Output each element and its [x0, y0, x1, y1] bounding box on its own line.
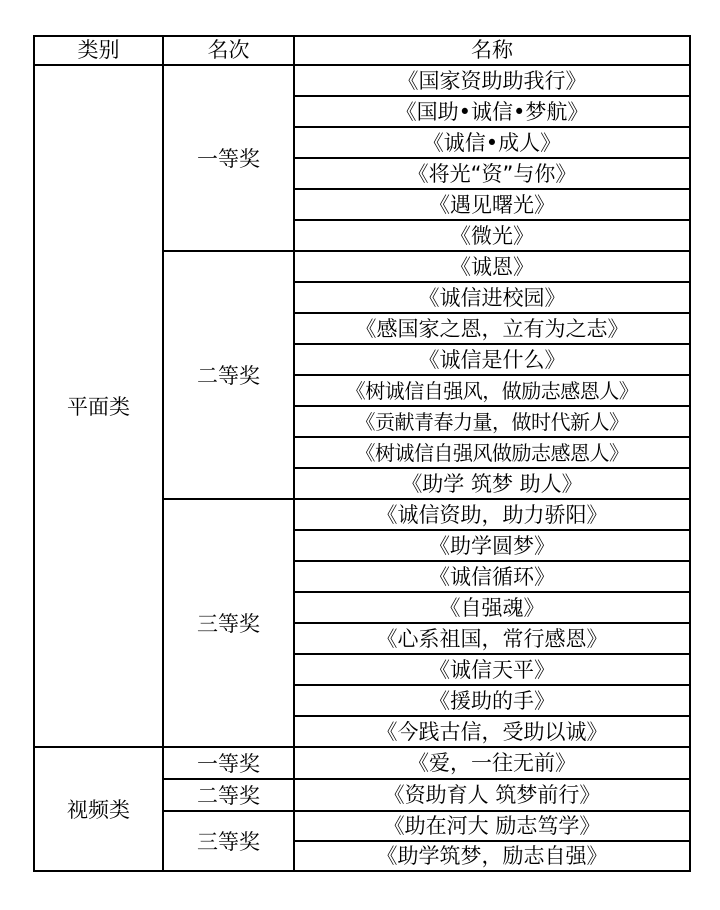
header-rank: 名次: [163, 36, 294, 65]
entry-title: 《今践古信，受助以诚》: [294, 716, 690, 747]
category-graphic: 平面类: [34, 65, 163, 747]
entry-title: 《树诚信自强风做励志感恩人》: [294, 437, 690, 468]
entry-title: 《自强魂》: [294, 592, 690, 623]
entry-title: 《遇见曙光》: [294, 189, 690, 220]
entry-title: 《诚信进校园》: [294, 282, 690, 313]
entry-title: 《感国家之恩，立有为之志》: [294, 313, 690, 344]
award-table: [33, 35, 691, 872]
rank-graphic-second: 二等奖: [163, 251, 294, 499]
rank-video-third: 三等奖: [163, 811, 294, 871]
table-row: [34, 65, 690, 96]
entry-title: 《诚信循环》: [294, 561, 690, 592]
entry-title: 《国助•诚信•梦航》: [294, 96, 690, 127]
entry-title: 《助在河大 励志笃学》: [294, 811, 690, 841]
entry-title: 《诚信是什么》: [294, 344, 690, 375]
entry-title: 《将光“资”与你》: [294, 158, 690, 189]
entry-title: 《爱，一往无前》: [294, 747, 690, 779]
entry-title: 《国家资助助我行》: [294, 65, 690, 96]
entry-title: 《诚信资助，助力骄阳》: [294, 499, 690, 530]
header-row: [34, 36, 690, 65]
entry-title: 《诚信天平》: [294, 654, 690, 685]
entry-title: 《助学筑梦，励志自强》: [294, 841, 690, 871]
entry-title: 《诚信•成人》: [294, 127, 690, 158]
entry-title: 《树诚信自强风，做励志感恩人》: [294, 375, 690, 406]
entry-title: 《微光》: [294, 220, 690, 251]
rank-video-first: 一等奖: [163, 747, 294, 779]
entry-title: 《资助育人 筑梦前行》: [294, 779, 690, 811]
entry-title: 《贡献青春力量，做时代新人》: [294, 406, 690, 437]
entry-title: 《助学圆梦》: [294, 530, 690, 561]
header-category: 类别: [34, 36, 163, 65]
entry-title: 《助学 筑梦 助人》: [294, 468, 690, 499]
category-video: 视频类: [34, 747, 163, 871]
rank-video-second: 二等奖: [163, 779, 294, 811]
header-name: 名称: [294, 36, 690, 65]
rank-graphic-third: 三等奖: [163, 499, 294, 747]
entry-title: 《心系祖国，常行感恩》: [294, 623, 690, 654]
rank-graphic-first: 一等奖: [163, 65, 294, 251]
entry-title: 《援助的手》: [294, 685, 690, 716]
entry-title: 《诚恩》: [294, 251, 690, 282]
table-row: [34, 747, 690, 779]
